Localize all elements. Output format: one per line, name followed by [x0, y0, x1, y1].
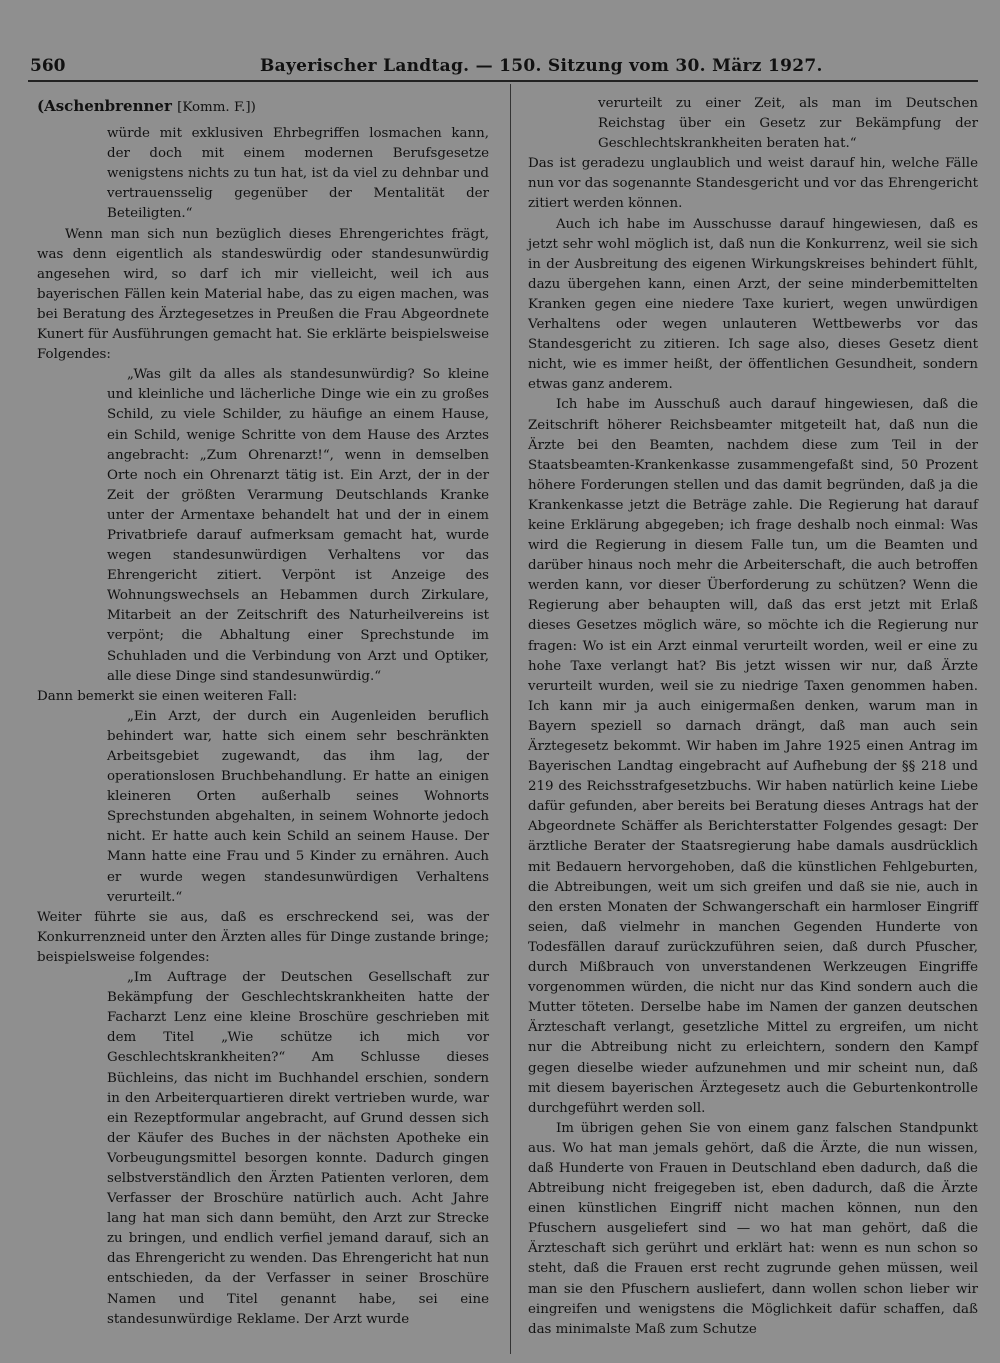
paragraph: Im übrigen gehen Sie von einem ganz falschen Standpunkt aus. Wo hat man jemals gehört, daß die Ärzte, die nun wissen, daß Hunderte von Frauen in Deutschland eben dadurch, daß die Abtreibung nicht freigegeben ist, eben dadurch, daß die Ärzte einen künstlichen Eingriff nicht machen können, nun den Pfuschern ausgeliefert sind — wo hat man gehört, daß die Ärzteschaft sich gerührt und erklärt hat: wenn es nun schon so steht, daß die Frauen erst recht zugrunde gehen müssen, weil man sie den Pfuschern ausliefert, dann wollen schon lieber wir eingreifen und wenigstens die Möglichkeit dafür schaffen, daß das minimalste Maß zum Schutze [528, 1120, 978, 1337]
quotation: „Im Auftrage der Deutschen Gesellschaft zur Bekämpfung der Geschlechtskrankheiten hatte der Facharzt Lenz eine kleine Broschüre geschrieben mit dem Titel „Wie schütze ich mich vor Geschlechtskrankheiten?“ Am Schlusse dieses Büchleins, das nicht im Buchhandel erschien, sondern in den Arbeiterquartieren direkt vertrieben wurde, war ein Rezeptformular angebracht, auf Grund dessen sich der Käufer des Buches in der nächsten Apotheke ein Vorbeugungsmittel besorgen konnte. Dadurch gingen selbstverständlich den Ärzten Patienten verloren, dem Verfasser der Broschüre natürlich auch. Acht Jahre lang hat man sich dann bemüht, den Arzt zur Strecke zu bringen, und endlich verfiel jemand darauf, sich an das Ehrengericht zu wenden. Das Ehrengericht hat nun entschieden, da der Verfasser in seiner Broschüre Namen und Titel genannt habe, sei eine standesunwürdige Reklame. Der Arzt wurde [107, 970, 489, 1327]
page-number: 560 [30, 56, 66, 76]
speaker-line [37, 96, 489, 118]
left-column [37, 96, 489, 1330]
paragraph: Das ist geradezu unglaublich und weist darauf hin, welche Fälle nun vor das sogenannte Standesgericht und vor das Ehrengericht zitiert werden können. [528, 156, 978, 212]
speaker-name: (Aschenbrenner [37, 97, 172, 115]
column-divider [510, 84, 511, 1354]
paragraph: würde mit exklusiven Ehrbegriffen losmachen kann, der doch mit einem modernen Berufsgesetze wenigstens nichts zu tun hat, ist da viel zu dehnbar und vertrauensselig gegenüber der Mentalität der Beteiligten.“ [107, 126, 489, 222]
header-rule [28, 80, 978, 82]
paragraph: Auch ich habe im Ausschusse darauf hingewiesen, daß es jetzt sehr wohl möglich ist, daß nun die Konkurrenz, weil sie sich in der Ausbreitung des eigenen Wirkungskreises behindert fühlt, dazu übergehen kann, einen Arzt, der seine minderbemittelten Kranken gegen eine niedere Taxe kuriert, wegen unwürdigen Verhaltens oder wegen unlauteren Wettbewerbs vor das Standesgericht zu zitieren. Ich sage also, dieses Gesetz dient nicht, wie es immer heißt, der öffentlichen Gesundheit, sondern etwas ganz anderem. [528, 216, 978, 393]
right-column [528, 94, 978, 1340]
paragraph: Wenn man sich nun bezüglich dieses Ehrengerichtes frägt, was denn eigentlich als standeswürdig oder standesunwürdig angesehen wird, so darf ich mir vielleicht, weil ich aus bayerischen Fällen kein Material habe, das zu eigen machen, was bei Beratung des Ärztegesetzes in Preußen die Frau Abgeordnete Kunert für Ausführungen gemacht hat. Sie erklärte beispielsweise Folgendes: [37, 226, 489, 363]
quotation: „Ein Arzt, der durch ein Augenleiden beruflich behindert war, hatte sich einem sehr beschränkten Arbeitsgebiet zugewandt, das ihm lag, der operationslosen Bruchbehandlung. Er hatte an einigen kleineren Orten außerhalb seines Wohnorts Sprechstunden abgehalten, in seinem Wohnorte jedoch nicht. Er hatte auch kein Schild an seinem Hause. Der Mann hatte eine Frau und 5 Kinder zu ernähren. Auch er wurde wegen standesunwürdigen Verhaltens verurteilt.“ [107, 708, 489, 905]
speaker-affiliation: [Komm. F.]) [177, 100, 256, 115]
running-header [30, 56, 975, 78]
quotation: verurteilt zu einer Zeit, als man im Deutschen Reichstag über ein Gesetz zur Bekämpfung der Geschlechtskrankheiten beraten hat.“ [598, 96, 978, 152]
paragraph: Ich habe im Ausschuß auch darauf hingewiesen, daß die Zeitschrift höherer Reichsbeamter mitgeteilt hat, daß nun die Ärzte bei den Beamten, nachdem diese zum Teil in der Staatsbeamten-Krankenkasse zusammengefaßt sind, 50 Prozent höhere Forderungen stellen und das damit begründen, daß ja die Krankenkasse jetzt die Beträge zahle. Die Regierung hat darauf keine Erklärung abgegeben; ich frage deshalb noch einmal: Was wird die Regierung in diesem Falle tun, um die Beamten und darüber hinaus noch mehr die Arbeiterschaft, die auch betroffen werden kann, vor dieser Überforderung zu schützen? Wenn die Regierung aber behaupten will, daß das erst jetzt mit Erlaß dieses Gesetzes möglich wäre, so möchte ich die Regierung nur fragen: Wo ist ein Arzt einmal verurteilt worden, weil er eine zu hohe Taxe verlangt hat? Bis jetzt wissen wir nur, daß Ärzte verurteilt wurden, weil sie zu niedrige Taxen genommen haben. Ich kann mir ja auch einigermaßen denken, warum man in Bayern speziell so darnach drängt, daß man auch sein Ärztegesetz bekommt. Wir haben im Jahre 1925 einen Antrag im Bayerischen Landtag eingebracht auf Aufhebung der §§ 218 und 219 des Reichsstrafgesetzbuchs. Wir haben natürlich keine Liebe dafür gefunden, aber bereits bei Beratung dieses Antrags hat der Abgeordnete Schäffer als Berichterstatter Folgendes gesagt: Der ärztliche Berater der Staatsregierung habe damals ausdrücklich mit Bedauern hervorgehoben, daß die künstlichen Fehlgeburten, die Abtreibungen, weit um sich greifen und daß sie nie, auch in den ersten Monaten der Schwangerschaft ein harmloser Eingriff seien, daß vielmehr in manchen Gegenden Hunderte von Todesfällen darauf zurückzuführen seien, daß durch Pfuscher, durch Mißbrauch von unverstandenen Werkzeugen Eingriffe vorgenommen würden, die nicht nur das Kind sondern auch die Mutter töteten. Derselbe habe im Namen der ganzen deutschen Ärzteschaft verlangt, gesetzliche Mittel zu ergreifen, um nicht nur die Abtreibung nicht zu erleichtern, sondern den Kampf gegen dieselbe wieder aufzunehmen und mir scheint nun, daß mit diesem bayerischen Ärztegesetz auch die Geburtenkontrolle durchgeführt werden soll. [528, 397, 978, 1116]
running-title: Bayerischer Landtag. — 150. Sitzung vom 30. März 1927. [260, 56, 823, 76]
quotation: „Was gilt da alles als standesunwürdig? So kleine und kleinliche und lächerliche Dinge wie ein zu großes Schild, zu viele Schilder, zu häufige an einem Hause, ein Schild, wenige Schritte von dem Hause des Arztes angebracht: „Zum Ohrenarzt!“, wenn in demselben Orte noch ein Ohrenarzt tätig ist. Ein Arzt, der in der Zeit der größten Verarmung Deutschlands Kranke unter der Armentaxe behandelt hat und der in einem Privatbriefe darauf aufmerksam gemacht hat, wurde wegen standesunwürdigen Verhaltens vor das Ehrengericht zitiert. Verpönt ist Anzeige des Wohnungswechsels an Hebammen durch Zirkulare, Mitarbeit an der Zeitschrift des Naturheilvereins ist verpönt; die Abhaltung einer Sprechstunde im Schuhladen und die Verbindung von Arzt und Optiker, alle diese Dinge sind standesunwürdig.“ [107, 367, 489, 684]
paragraph: Dann bemerkt sie einen weiteren Fall: [37, 688, 298, 704]
paragraph: Weiter führte sie aus, daß es erschreckend sei, was der Konkurrenzneid unter den Ärzten alles für Dinge zustande bringe; beispielsweise folgendes: [37, 909, 489, 965]
